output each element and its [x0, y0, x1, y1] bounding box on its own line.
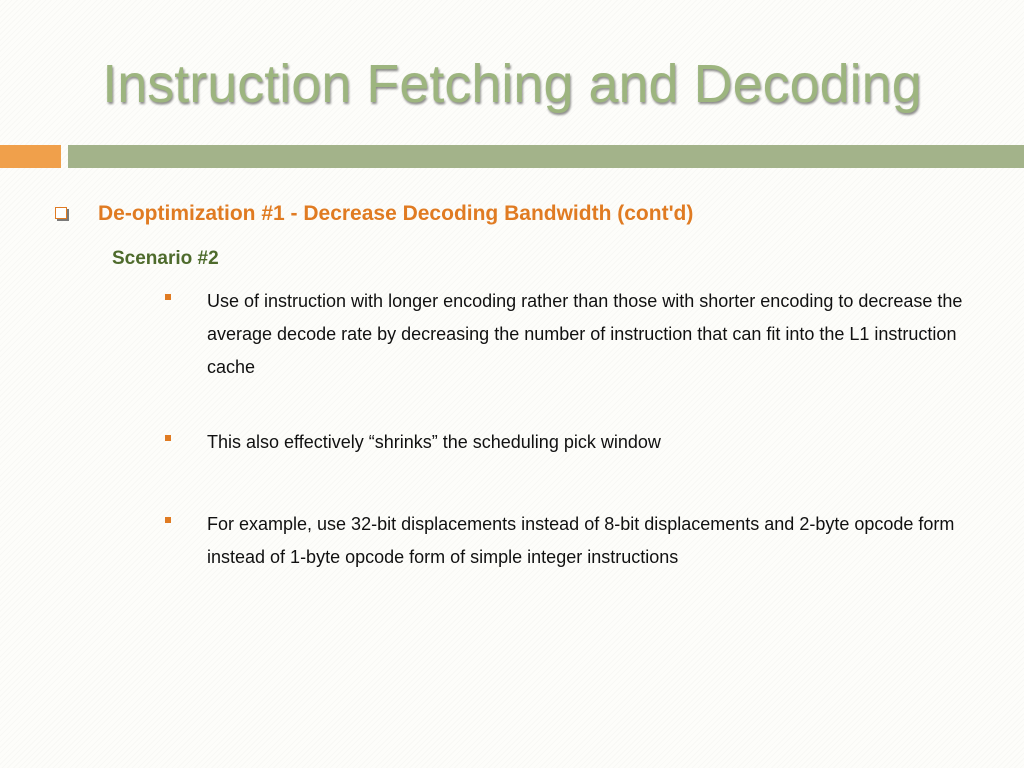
square-bullet-icon [165, 294, 171, 300]
square-bullet-icon [165, 435, 171, 441]
list-item-text: Use of instruction with longer encoding rather than those with shorter encoding to decrease the average decode rate by decreasing the number of instruction that can fit into the L1 instruction cache [207, 291, 963, 377]
scenario-heading: Scenario #2 [112, 248, 219, 269]
slide-title: Instruction Fetching and Decoding [102, 54, 922, 114]
list-item-text: For example, use 32-bit displacements instead of 8-bit displacements and 2-byte opcode form instead of 1-byte opcode form of simple integer instructions [207, 514, 955, 567]
list-item-text: This also effectively “shrinks” the scheduling pick window [207, 432, 661, 452]
accent-bar-orange [0, 145, 61, 168]
accent-bar-green [68, 145, 1024, 168]
main-bullet-text: De-optimization #1 - Decrease Decoding Bandwidth (cont'd) [98, 202, 694, 225]
hollow-square-bullet-icon [55, 207, 67, 219]
square-bullet-icon [165, 517, 171, 523]
